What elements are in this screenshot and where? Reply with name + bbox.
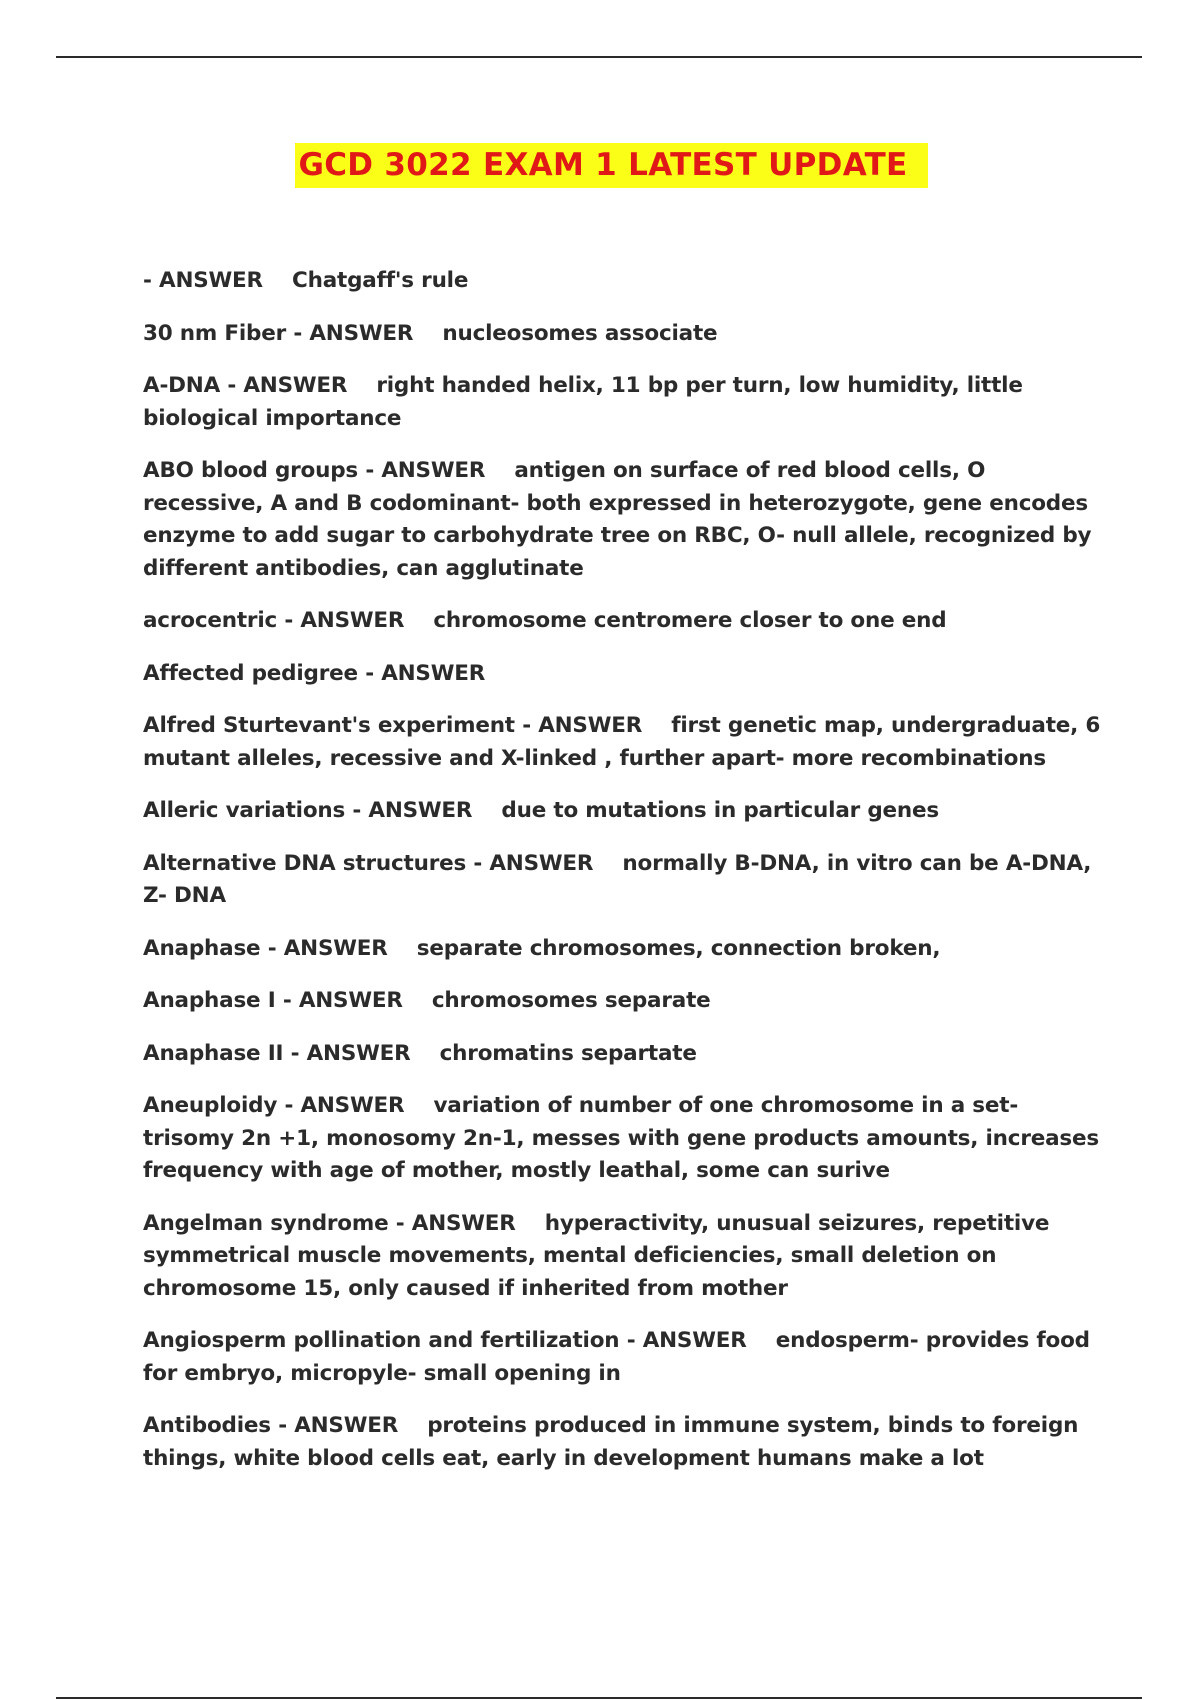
entry-term: Angiosperm pollination and fertilization [143,1328,627,1353]
answer-separator: - ANSWER [293,320,443,346]
answer-separator: - ANSWER [395,1210,545,1236]
entry-term: 30 nm Fiber [143,320,294,346]
entry-term: Anaphase I [143,988,283,1013]
entry-term: ABO blood groups [143,458,366,483]
answer-separator: - ANSWER [365,458,515,483]
answer-separator: - ANSWER [143,268,293,293]
entry-term: A-DNA [143,373,228,398]
entry-definition: due to mutations in particular genes [501,798,939,823]
entry-term: Alternative DNA structures [143,850,474,876]
entry-definition: chromatins separtate [439,1040,697,1066]
entry-term: acrocentric [143,608,285,633]
answer-separator: - ANSWER [282,988,432,1013]
list-item [143,795,1101,828]
list-item [143,455,1101,585]
list-item [143,985,1101,1018]
entry-definition: hyperactivity, unusual seizures, repetitive symmetrical muscle movements, mental deficiencies, small deletion on chromosome 15, only caused if inherited from mother [143,1210,1050,1301]
entry-term: Affected pedigree [143,660,366,686]
list-item [143,370,1101,435]
entry-term: Anaphase II [143,1040,291,1066]
list-item [143,1410,1101,1475]
list-item [143,1090,1101,1188]
answer-separator: - ANSWER [290,1040,440,1066]
entry-definition: normally B-DNA, in vitro can be A-DNA, Z- DNA [143,850,1092,908]
document-title: GCD 3022 EXAM 1 LATEST UPDATE [295,143,927,188]
entry-term: Antibodies [143,1413,279,1438]
list-item [143,848,1101,913]
entry-definition: first genetic map, undergraduate, 6 mutant alleles, recessive and X-linked , further apart- more recombinations [143,713,1101,771]
entry-term: Aneuploidy [143,1093,285,1118]
title-wrap [0,143,1200,188]
answer-separator: - ANSWER [284,1093,434,1118]
entry-definition: chromosome centromere closer to one end [433,608,947,633]
list-item [143,710,1101,775]
entry-definition: antigen on surface of red blood cells, O recessive, A and B codominant- both expressed in heterozygote, gene encodes enzyme to add sugar to carbohydrate tree on RBC, O- null allele, recognized by different antibodies, can agglutinate [143,458,1092,581]
entry-definition: separate chromosomes, connection broken, [416,935,941,961]
list-item [143,265,1101,298]
answer-separator: - ANSWER [284,608,434,633]
list-item [143,1208,1101,1306]
entry-definition: nucleosomes associate [442,320,718,346]
top-rule [56,56,1142,58]
list-item [143,1325,1101,1390]
answer-separator: - ANSWER [626,1328,776,1353]
list-item [143,605,1101,638]
entry-definition: Chatgaff's rule [292,268,469,293]
answer-separator: - ANSWER [227,373,377,398]
answer-separator: - ANSWER [365,660,515,686]
entry-term: Anaphase [143,935,268,961]
answer-separator: - ANSWER [473,850,623,876]
entry-definition: variation of number of one chromosome in a set- trisomy 2n +1, monosomy 2n-1, messes with gene products amounts, increases frequency with age of mother, mostly leathal, some can surive [143,1093,1099,1183]
entry-list [143,265,1101,1495]
entry-definition: right handed helix, 11 bp per turn, low humidity, little biological importance [143,373,1023,431]
answer-separator: - ANSWER [352,798,502,823]
entry-term: Angelman syndrome [143,1210,396,1236]
bottom-rule [56,1697,1142,1699]
list-item [143,318,1101,351]
list-item [143,658,1101,691]
entry-definition: chromosomes separate [431,988,711,1013]
entry-definition: proteins produced in immune system, binds to foreign things, white blood cells eat, early in development humans make a lot [143,1413,1079,1471]
entry-term: Alfred Sturtevant's experiment [143,713,523,738]
answer-separator: - ANSWER [267,935,417,961]
answer-separator: - ANSWER [278,1413,428,1438]
entry-term: Alleric variations [143,798,353,823]
list-item [143,1038,1101,1071]
list-item [143,933,1101,966]
answer-separator: - ANSWER [522,713,672,738]
entry-definition: endosperm- provides food for embryo, micropyle- small opening in [143,1328,1090,1386]
